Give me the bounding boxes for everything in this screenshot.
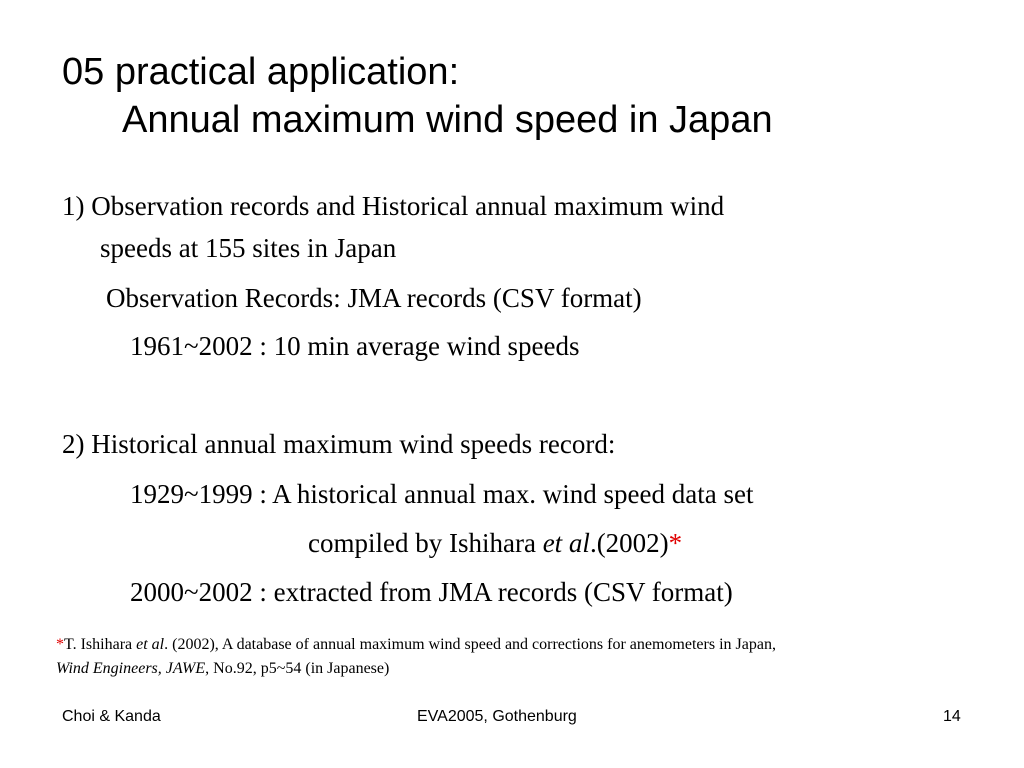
item-2-sub-2-text: compiled by Ishihara xyxy=(308,528,543,558)
footnote-journal: Wind Engineers, JAWE xyxy=(56,660,206,677)
footnote-line-1 xyxy=(56,633,776,657)
item-1-line-1: 1) Observation records and Historical annual maximum wind xyxy=(62,191,725,221)
footnote-details: , No.92, p5~54 (in Japanese) xyxy=(205,660,390,677)
footer-center: EVA2005, Gothenburg xyxy=(417,708,577,725)
footer-left: Choi & Kanda xyxy=(62,708,161,725)
item-1-line-2: speeds at 155 sites in Japan xyxy=(100,233,397,263)
footnote-line-2 xyxy=(56,657,776,681)
title-line-2: Annual maximum wind speed in Japan xyxy=(122,99,773,141)
page-number: 14 xyxy=(943,708,961,725)
item-2-sub-2-year: .(2002) xyxy=(589,528,669,558)
footnote-marker: * xyxy=(668,528,683,558)
footnote-etal: et al xyxy=(136,636,165,653)
item-2-line-1: 2) Historical annual maximum wind speeds record: xyxy=(62,429,616,459)
slide-title xyxy=(62,48,773,144)
item-1-sub-2: 1961~2002 : 10 min average wind speeds xyxy=(130,331,580,361)
footnote-author: T. Ishihara xyxy=(64,636,137,653)
item-1-sub-1: Observation Records: JMA records (CSV format) xyxy=(106,283,642,313)
item-2-sub-1: 1929~1999 : A historical annual max. wind speed data set xyxy=(130,479,754,509)
footnote-star: * xyxy=(56,636,64,653)
item-2-sub-3: 2000~2002 : extracted from JMA records (CSV format) xyxy=(130,577,733,607)
footnote xyxy=(56,633,776,681)
item-2-sub-2-italic: et al xyxy=(542,528,590,558)
title-line-1: 05 practical application: xyxy=(62,51,460,93)
item-2-sub-2 xyxy=(308,527,682,559)
footnote-citation: . (2002), A database of annual maximum wind speed and corrections for anemometers in Japan, xyxy=(164,636,776,653)
